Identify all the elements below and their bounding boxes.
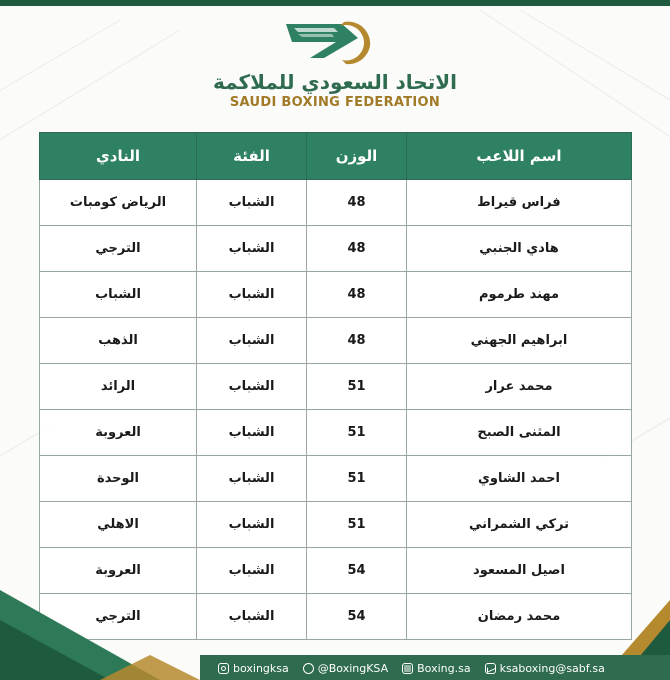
table-row: [40, 180, 632, 226]
player-club: الرياض كومبات: [40, 180, 197, 226]
table-row: [40, 502, 632, 548]
player-club: الشباب: [40, 272, 197, 318]
federation-title-arabic: الاتحاد السعودي للملاكمة: [213, 70, 457, 94]
header-club: النادي: [40, 133, 197, 180]
player-club: العروبة: [40, 548, 197, 594]
player-category: الشباب: [197, 594, 307, 640]
header-category: الفئة: [197, 133, 307, 180]
player-name: محمد رمضان: [407, 594, 632, 640]
player-category: الشباب: [197, 410, 307, 456]
player-name: احمد الشاوي: [407, 456, 632, 502]
player-category: الشباب: [197, 318, 307, 364]
instagram-handle: boxingksa: [233, 661, 289, 675]
player-category: الشباب: [197, 502, 307, 548]
player-weight: 54: [307, 548, 407, 594]
twitter-icon: [303, 663, 314, 674]
player-weight: 48: [307, 318, 407, 364]
player-category: الشباب: [197, 180, 307, 226]
table-row: [40, 410, 632, 456]
player-name: مهند طرموم: [407, 272, 632, 318]
player-category: الشباب: [197, 272, 307, 318]
player-name: محمد عرار: [407, 364, 632, 410]
player-weight: 48: [307, 272, 407, 318]
player-category: الشباب: [197, 548, 307, 594]
header-player-name: اسم اللاعب: [407, 133, 632, 180]
player-club: الاهلي: [40, 502, 197, 548]
header-weight: الوزن: [307, 133, 407, 180]
player-name: فراس قيراط: [407, 180, 632, 226]
corner-decoration-left: [0, 560, 220, 680]
player-weight: 48: [307, 180, 407, 226]
instagram-icon: [218, 663, 229, 674]
table-row: [40, 364, 632, 410]
twitter-contact[interactable]: [303, 662, 388, 675]
player-name: اصيل المسعود: [407, 548, 632, 594]
player-weight: 51: [307, 364, 407, 410]
player-weight: 54: [307, 594, 407, 640]
footer-contacts: [218, 660, 605, 676]
email-contact[interactable]: [485, 662, 605, 675]
player-name: المثنى الصبح: [407, 410, 632, 456]
player-club: الترجي: [40, 594, 197, 640]
player-category: الشباب: [197, 456, 307, 502]
table-row: [40, 272, 632, 318]
player-club: العروبة: [40, 410, 197, 456]
player-club: الترجي: [40, 226, 197, 272]
federation-title-english: SAUDI BOXING FEDERATION: [229, 95, 441, 110]
website-contact[interactable]: [402, 662, 470, 675]
table-row: [40, 318, 632, 364]
table-row: [40, 226, 632, 272]
player-weight: 51: [307, 456, 407, 502]
instagram-contact[interactable]: [218, 662, 289, 675]
email-address: ksaboxing@sabf.sa: [499, 661, 605, 675]
player-weight: 51: [307, 410, 407, 456]
player-name: ابراهيم الجهني: [407, 318, 632, 364]
table-header-row: [40, 133, 632, 180]
player-weight: 51: [307, 502, 407, 548]
player-club: الذهب: [40, 318, 197, 364]
twitter-handle: @BoxingKSA: [317, 661, 389, 675]
player-club: الوحدة: [40, 456, 197, 502]
website-url: Boxing.sa: [417, 661, 471, 675]
website-icon: [402, 663, 413, 674]
email-icon: [485, 663, 496, 674]
federation-logo-icon: [284, 18, 376, 66]
player-category: الشباب: [197, 364, 307, 410]
player-name: هادي الجنبي: [407, 226, 632, 272]
player-weight: 48: [307, 226, 407, 272]
player-club: الرائد: [40, 364, 197, 410]
table-row: [40, 456, 632, 502]
player-category: الشباب: [197, 226, 307, 272]
player-name: تركي الشمراني: [407, 502, 632, 548]
